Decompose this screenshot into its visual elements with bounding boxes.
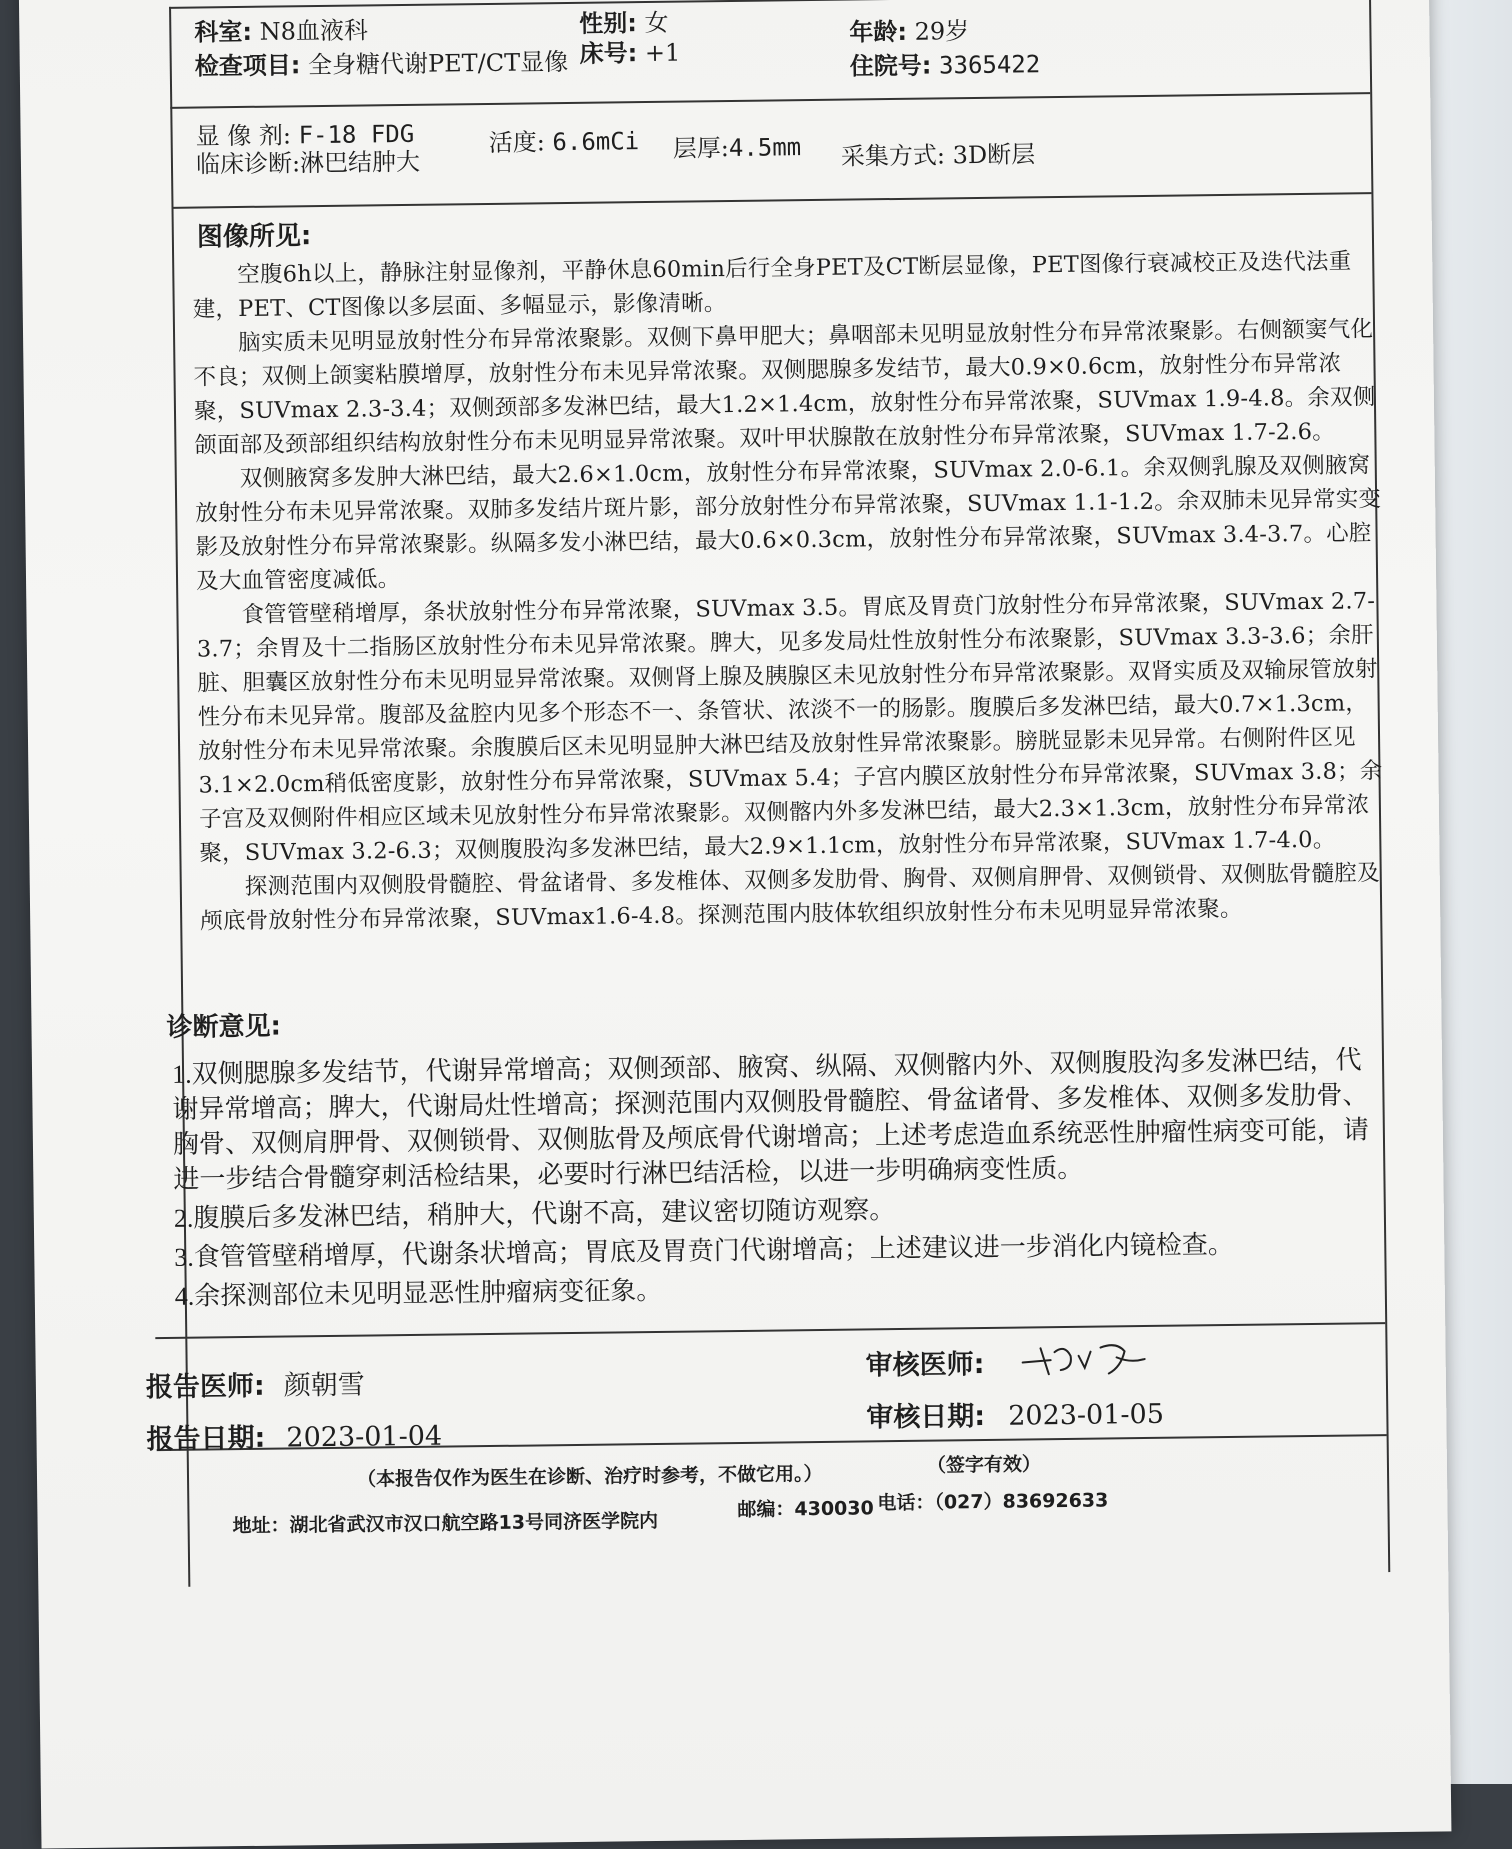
review-date-value: 2023-01-05 xyxy=(1008,1398,1165,1432)
dept-field xyxy=(194,10,368,47)
clinical-diagnosis-field xyxy=(196,142,421,180)
activity-label: 活度: xyxy=(488,128,545,157)
review-date-label: 审核日期: xyxy=(866,1400,986,1434)
age-value: 29岁 xyxy=(914,17,970,46)
dept-value: N8血液科 xyxy=(259,16,369,46)
exam-label: 检查项目: xyxy=(194,51,301,81)
clinical-diagnosis-value: 淋巴结肿大 xyxy=(299,147,421,178)
bed-label: 床号: xyxy=(579,39,638,68)
gender-value: 女 xyxy=(644,8,669,38)
report-paper xyxy=(19,0,1452,1849)
report-date-field xyxy=(146,1414,442,1457)
acquisition-field xyxy=(841,134,1036,171)
findings-paragraph: 空腹6h以上，静脉注射显像剂，平静休息60min后行全身PET及CT断层显像，PET图像行衰减校正及迭代法重建，PET、CT图像以多层面、多幅显示，影像清晰。 xyxy=(192,248,1352,323)
postcode-text: 邮编：430030 xyxy=(737,1497,874,1522)
admission-field xyxy=(850,44,1041,81)
diagnosis-item: 1.双侧腮腺多发结节，代谢异常增高；双侧颈部、腋窝、纵隔、双侧髂内外、双侧腹股沟多发淋巴结，代谢异常增高；脾大，代谢局灶性增高；探测范围内双侧股骨髓腔、骨盆诸骨、多发椎体、双侧多发肋骨、胸骨、双侧肩胛骨、双侧锁骨、双侧肱骨及颅底骨代谢增高；上述考虑造血系统恶性肿瘤性病变可能，请进一步结合骨髓穿刺活检结果，必要时行淋巴结活检，以进一步明确病变性质。 xyxy=(171,1045,1370,1194)
reviewer-signature xyxy=(1020,1333,1151,1385)
exam-field xyxy=(195,42,569,82)
address-text: 地址：湖北省武汉市汉口航空路13号同济医学院内 xyxy=(232,1509,659,1538)
diagnosis-item: 3.食管管壁稍增厚，代谢条状增高；胃底及胃贲门代谢增高；上述建议进一步消化内镜检查。 xyxy=(174,1229,1234,1272)
admission-value: 3365422 xyxy=(938,50,1041,80)
age-field xyxy=(849,11,969,47)
reporter-field xyxy=(146,1363,365,1405)
thickness-label: 层厚: xyxy=(672,134,730,163)
activity-field xyxy=(488,121,639,158)
findings-paragraph: 探测范围内双侧股骨髓腔、骨盆诸骨、多发椎体、双侧多发肋骨、胸骨、双侧肩胛骨、双侧锁骨、双侧肱骨髓腔及颅底骨放射性分布异常浓聚，SUVmax1.6-4.8。探测范围内肢体软组织放射性分布未见明显异常浓聚。 xyxy=(200,860,1380,935)
findings-title: 图像所见: xyxy=(196,221,312,253)
phone-text: 电话：（027）83692633 xyxy=(877,1489,1109,1515)
acquisition-value: 3D断层 xyxy=(952,140,1036,170)
review-date-field xyxy=(866,1392,1164,1435)
disclaimer-text: （本报告仅作为医生在诊断、治疗时参考，不做它用。） xyxy=(356,1462,823,1491)
findings-body xyxy=(192,244,1390,938)
reviewer-field xyxy=(865,1342,984,1382)
agent-value: F-18 FDG xyxy=(298,119,415,150)
age-label: 年龄: xyxy=(849,17,908,47)
findings-paragraph: 双侧腋窝多发肿大淋巴结，最大2.6×1.0cm，放射性分布异常浓聚，SUVmax 2.0-6.1。余双侧乳腺及双侧腋窝放射性分布未见异常浓聚。双肺多发结片斑片影，部分放射性分布异常浓聚，SUVmax 1.1-1.2。余双肺未见异常实变影及放射性分布异常浓聚影。纵隔多发小淋巴结，最大0.6×0.3cm，放射性分布异常浓聚，SUVmax 3.4-3.7。心腔及大血管密度减低。 xyxy=(195,452,1382,595)
diagnosis-item: 4.余探测部位未见明显恶性肿瘤病变征象。 xyxy=(174,1275,663,1311)
activity-value: 6.6mCi xyxy=(552,127,640,157)
diagnosis-body xyxy=(172,1042,1385,1318)
thickness-value: 4.5mm xyxy=(728,133,802,163)
report-date-label: 报告日期: xyxy=(146,1422,266,1456)
reporter-label: 报告医师: xyxy=(145,1370,265,1404)
acquisition-label: 采集方式: xyxy=(840,141,946,171)
reviewer-label: 审核医师: xyxy=(865,1348,985,1382)
agent-label: 显 像 剂: xyxy=(195,121,292,151)
reporter-value: 颜朝雪 xyxy=(283,1369,365,1402)
diagnosis-title: 诊断意见: xyxy=(166,1011,282,1043)
thickness-field xyxy=(673,127,802,164)
admission-label: 住院号: xyxy=(849,51,932,81)
exam-value: 全身糖代谢PET/CT显像 xyxy=(307,47,569,80)
diagnosis-item: 2.腹膜后多发淋巴结，稍肿大，代谢不高，建议密切随访观察。 xyxy=(173,1195,896,1233)
bed-field xyxy=(579,33,680,69)
clinical-diagnosis-label: 临床诊断: xyxy=(195,149,301,179)
findings-paragraph: 食管管壁稍增厚，条状放射性分布异常浓聚，SUVmax 3.5。胃底及胃贲门放射性分布异常浓聚，SUVmax 2.7-3.7；余胃及十二指肠区放射性分布未见异常浓聚。脾大，见多发局灶性放射性分布浓聚影，SUVmax 3.3-3.6；余肝脏、胆囊区放射性分布未见明显异常浓聚。双侧肾上腺及胰腺区未见放射性分布异常浓聚影。双肾实质及双输尿管放射性分布未见异常。腹部及盆腔内见多个形态不一、条管状、浓淡不一的肠影。腹膜后多发淋巴结，最大0.7×1.3cm，放射性分布未见异常浓聚。余腹膜后区未见明显肿大淋巴结及放射性异常浓聚影。膀胱显影未见异常。右侧附件区见3.1×2.0cm稍低密度影，放射性分布异常浓聚，SUVmax 5.4；子宫内膜区放射性分布异常浓聚，SUVmax 3.8；余子宫及双侧附件相应区域未见放射性分布异常浓聚影。双侧髂内外多发淋巴结，最大2.3×1.3cm，放射性分布异常浓聚，SUVmax 3.2-6.3；双侧腹股沟多发淋巴结，最大2.9×1.1cm，放射性分布异常浓聚，SUVmax 1.7-4.0。 xyxy=(196,588,1383,867)
dept-label: 科室: xyxy=(194,17,253,47)
signature-valid-text: （签字有效） xyxy=(926,1453,1042,1477)
report-date-value: 2023-01-04 xyxy=(286,1420,443,1454)
findings-paragraph: 脑实质未见明显放射性分布异常浓聚影。双侧下鼻甲肥大；鼻咽部未见明显放射性分布异常浓聚影。右侧额窦气化不良；双侧上颌窦粘膜增厚，放射性分布未见异常浓聚。双侧腮腺多发结节，最大0.9×0.6cm，放射性分布异常浓聚，SUVmax 2.3-3.4；双侧颈部多发淋巴结，最大1.2×1.4cm，放射性分布异常浓聚，SUVmax 1.9-4.8。余双侧颌面部及颈部组织结构放射性分布未见明显异常浓聚。双叶甲状腺散在放射性分布异常浓聚，SUVmax 1.7-2.6。 xyxy=(193,316,1376,459)
gender-label: 性别: xyxy=(579,9,638,38)
bed-value: +1 xyxy=(644,38,681,68)
